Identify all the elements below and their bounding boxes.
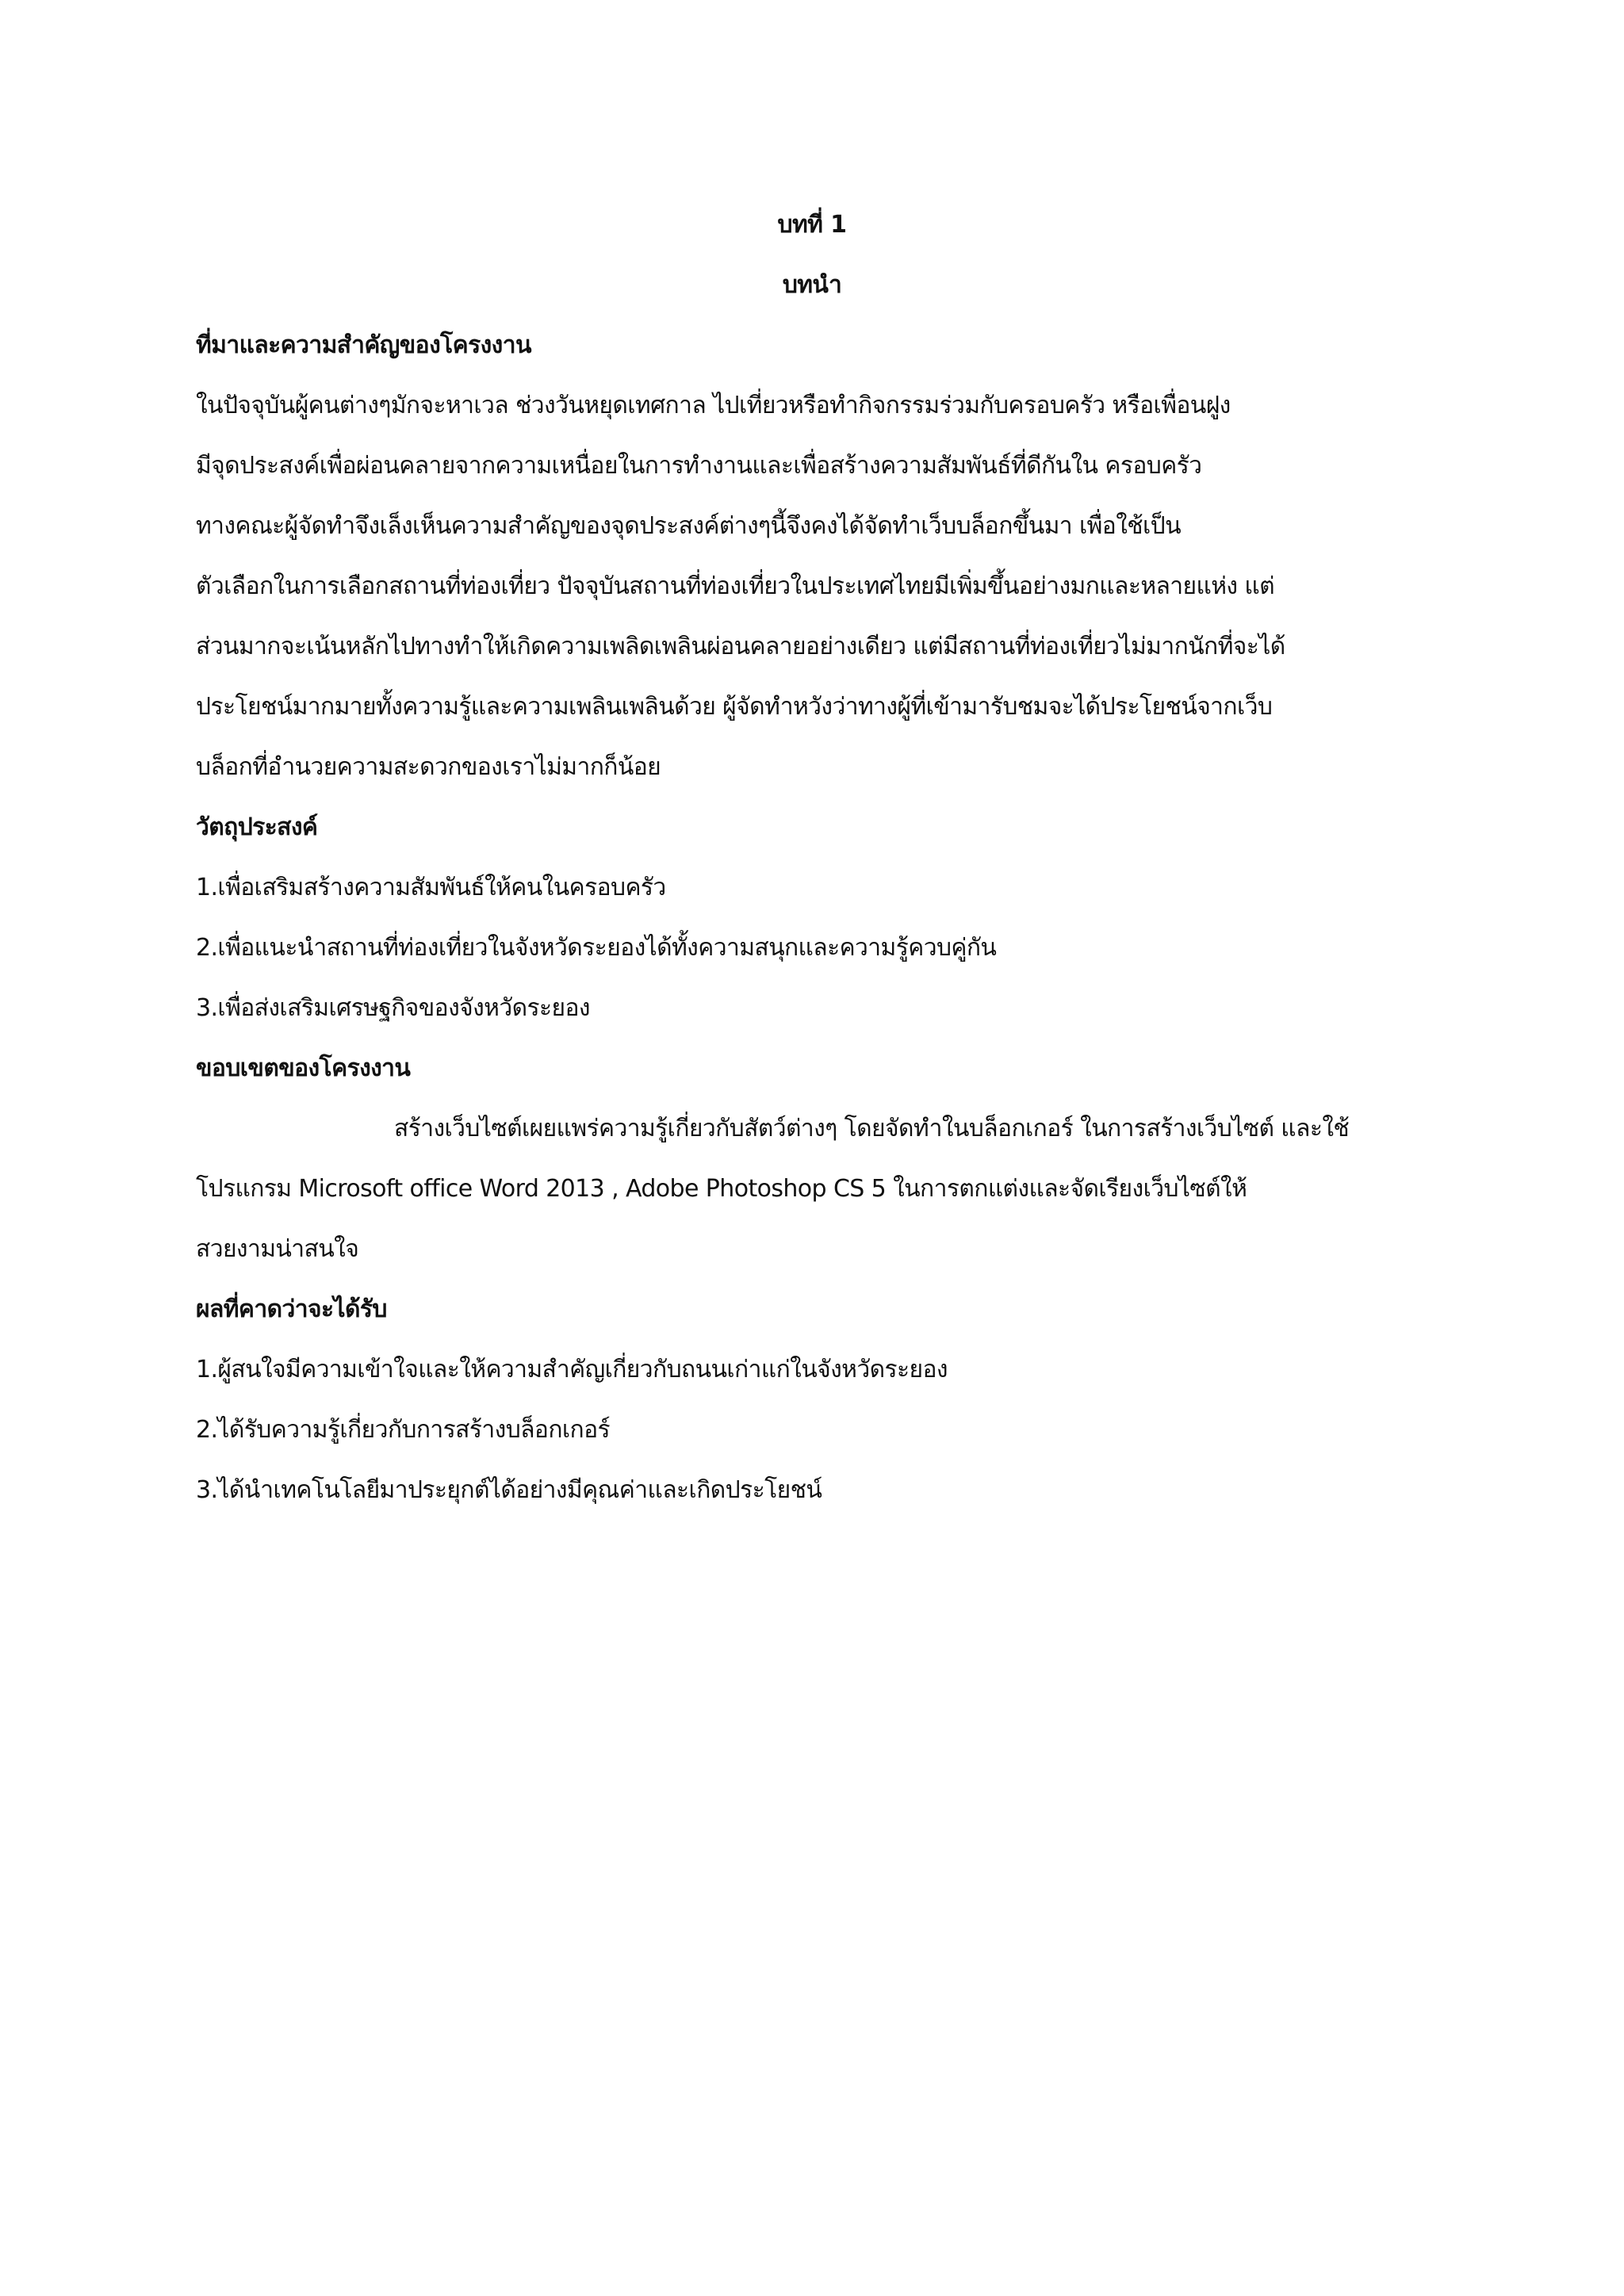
- list-item: 3.ได้นำเทคโนโลยีมาประยุกต์ได้อย่างมีคุณค่าและเกิดประโยชน์: [196, 1476, 822, 1504]
- chapter-title: บทนำ: [782, 271, 842, 299]
- paragraph-line: สวยงามน่าสนใจ: [196, 1235, 359, 1263]
- paragraph-line: ส่วนมากจะเน้นหลักไปทางทำให้เกิดความเพลิดเพลินผ่อนคลายอย่างเดียว แต่มีสถานที่ท่องเที่ยวไม่มากนักที่จะได้: [196, 633, 1285, 660]
- expected-results-list: [196, 1340, 1433, 1521]
- paragraph-line: ตัวเลือกในการเลือกสถานที่ท่องเที่ยว ปัจจุบันสถานที่ท่องเที่ยวในประเทศไทยมีเพิ่มขึ้นอย่างมกและหลายแห่ง แต่: [196, 572, 1275, 600]
- paragraph-line: ในปัจจุบันผู้คนต่างๆมักจะหาเวล ช่วงวันหยุดเทศกาล ไปเที่ยวหรือทำกิจกรรมร่วมกับครอบครัว หรือเพื่อนฝูง: [196, 392, 1231, 419]
- objectives-heading: วัตถุประสงค์: [196, 813, 318, 841]
- list-item: 3.เพื่อส่งเสริมเศรษฐกิจของจังหวัดระยอง: [196, 994, 590, 1022]
- objectives-list: [196, 858, 1433, 1039]
- background-paragraph: [196, 376, 1433, 798]
- expected-results-heading: ผลที่คาดว่าจะได้รับ: [196, 1295, 387, 1323]
- list-item: 1.เพื่อเสริมสร้างความสัมพันธ์ให้คนในครอบครัว: [196, 874, 666, 901]
- paragraph-line: โปรแกรม Microsoft office Word 2013 , Adobe Photoshop CS 5 ในการตกแต่งและจัดเรียงเว็บไซต์ให้: [196, 1175, 1247, 1203]
- list-item: 2.เพื่อแนะนำสถานที่ท่องเที่ยวในจังหวัดระยองได้ทั้งความสนุกและความรู้ควบคู่กัน: [196, 934, 997, 962]
- list-item: 2.ได้รับความรู้เกี่ยวกับการสร้างบล็อกเกอร์: [196, 1416, 611, 1444]
- scope-heading: ขอบเขตของโครงงาน: [196, 1054, 411, 1082]
- document-body: [196, 195, 1433, 1521]
- scope-paragraph: [196, 1099, 1433, 1280]
- background-heading: ที่มาและความสำคัญของโครงงาน: [196, 331, 531, 359]
- paragraph-line: บล็อกที่อำนวยความสะดวกของเราไม่มากก็น้อย: [196, 753, 661, 781]
- list-item: 1.ผู้สนใจมีความเข้าใจและให้ความสำคัญเกี่ยวกับถนนเก่าแก่ในจังหวัดระยอง: [196, 1356, 948, 1383]
- paragraph-line: สร้างเว็บไซต์เผยแพร่ความรู้เกี่ยวกับสัตว์ต่างๆ โดยจัดทำในบล็อกเกอร์ ในการสร้างเว็บไซต์ และใช้: [394, 1115, 1350, 1142]
- chapter-number: บทที่ 1: [777, 211, 847, 239]
- paragraph-line: มีจุดประสงค์เพื่อผ่อนคลายจากความเหนื่อยในการทำงานและเพื่อสร้างความสัมพันธ์ที่ดีกันใน ครอบครัว: [196, 452, 1202, 480]
- paragraph-line: ประโยชน์มากมายทั้งความรู้และความเพลินเพลินด้วย ผู้จัดทำหวังว่าทางผู้ที่เข้ามารับชมจะได้ประโยชน์จากเว็บ: [196, 693, 1273, 721]
- paragraph-line: ทางคณะผู้จัดทำจึงเล็งเห็นความสำคัญของจุดประสงค์ต่างๆนี้จึงคงได้จัดทำเว็บบล็อกขึ้นมา เพื่อใช้เป็น: [196, 512, 1182, 540]
